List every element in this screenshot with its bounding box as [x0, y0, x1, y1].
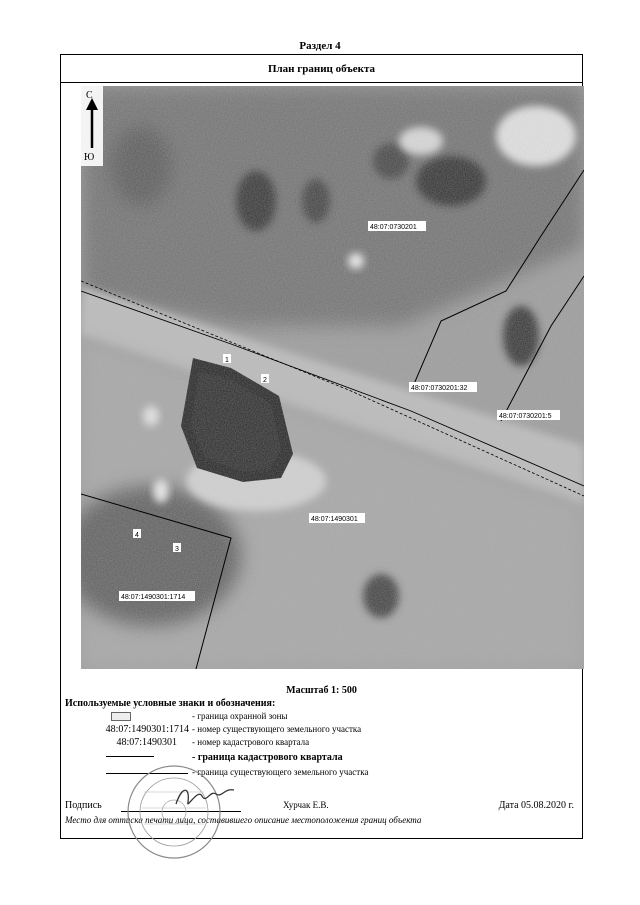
- legend-row-protection-zone: - граница охранной зоны: [61, 711, 582, 724]
- map-point-4: 4: [135, 532, 139, 539]
- map-point-1: 1: [225, 357, 229, 364]
- quarter-boundary-symbol: [106, 756, 154, 757]
- map-label-parcel-32: 48:07:0730201:32: [411, 385, 468, 392]
- map-label-parcel-5: 48:07:0730201:5: [499, 413, 552, 420]
- map-label-parcel-1714: 48:07:1490301:1714: [121, 594, 186, 601]
- legend-row-parcel-number: 48:07:1490301:1714 - номер существующего земельного участка: [105, 724, 362, 735]
- seal-stamp: [124, 762, 224, 862]
- map-label-quarter-1490301: 48:07:1490301: [311, 516, 358, 523]
- map-scale: Масштаб 1: 500: [286, 685, 357, 696]
- document-frame: [60, 54, 583, 839]
- map-image: [81, 86, 584, 669]
- map-label-quarter-0730201: 48:07:0730201: [370, 224, 417, 231]
- compass-south: Ю: [84, 152, 95, 163]
- stamp-note: Место для оттиска печати лица, составившего описание местоположения границ объекта: [65, 815, 422, 825]
- signature-label: Подпись: [65, 800, 102, 811]
- legend-row-quarter-number: 48:07:1490301 - номер кадастрового квартала: [116, 737, 310, 748]
- legend-row-parcel-boundary: - граница существующего земельного участка: [61, 767, 582, 780]
- plan-header: План границ объекта: [61, 55, 582, 83]
- aerial-map: [81, 86, 584, 669]
- map-point-2: 2: [263, 377, 267, 384]
- protection-zone-symbol: [111, 712, 131, 721]
- section-title: Раздел 4: [299, 40, 341, 52]
- compass-north: С: [86, 90, 93, 101]
- map-point-3: 3: [175, 546, 179, 553]
- legend-row-quarter-boundary: - граница кадастрового квартала: [61, 752, 582, 765]
- signature-date: Дата 05.08.2020 г.: [498, 800, 574, 811]
- legend-title: Используемые условные знаки и обозначения:: [65, 698, 276, 709]
- signer-name: Хурчак Е.В.: [283, 800, 329, 810]
- handwritten-signature: [170, 782, 240, 812]
